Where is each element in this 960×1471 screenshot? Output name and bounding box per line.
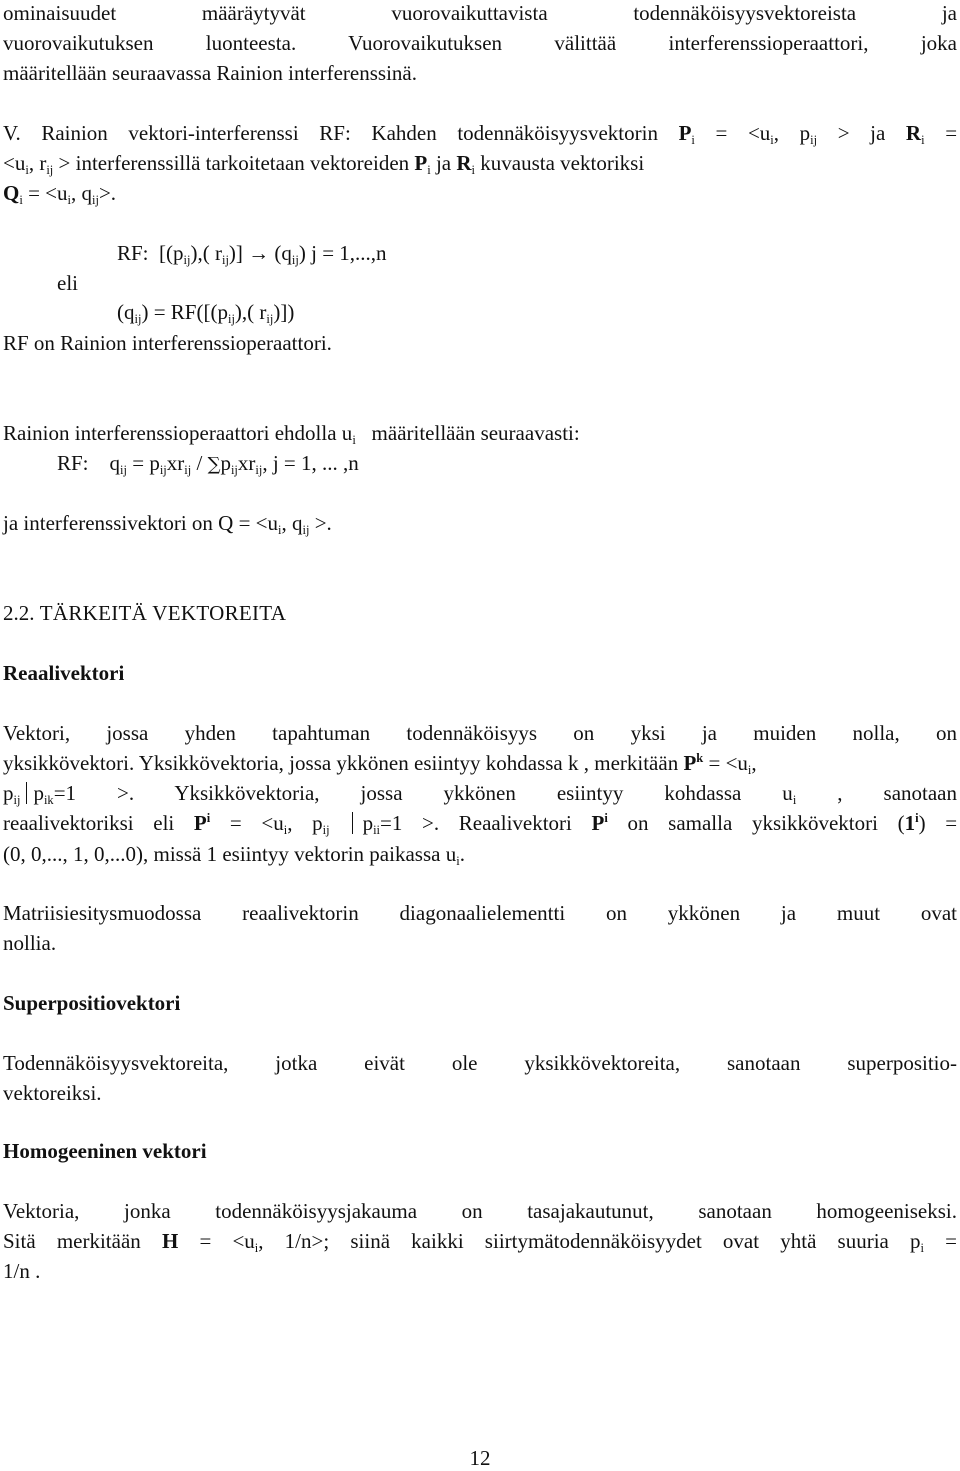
paragraph-line: Rainion interferenssioperaattori ehdolla $u_i$ määritellään seuraavasti: [3,421,580,447]
paragraph-line: Vektori, jossa yhden tapahtuman todennäköisyys on yksi ja muiden nolla, on [3,721,957,745]
paragraph-line: ja interferenssivektori on $Q = <u_i$, $q_{ij}$ >. [3,511,332,537]
vertical-bar [26,782,27,804]
paragraph-line: Todennäköisyysvektoreita, jotka eivät ole yksikkövektoreita, sanotaan superpositio- [3,1051,957,1075]
formula-rf-mapping: RF: [$(p_{ij})$,( $r_{ij})] \to (q_{ij})$ j = 1,...,n [117,241,387,267]
paragraph-line: nollia. [3,931,57,955]
paragraph-line: määritellään seuraavassa Rainion interferenssinä. [3,61,417,85]
paragraph-line: RF on Rainion interferenssioperaattori. [3,331,332,355]
vertical-bar [352,812,353,834]
eli-label: eli [57,271,78,295]
paragraph-line: vektoreiksi. [3,1081,102,1105]
subheading-homogeeninen-vektori: Homogeeninen vektori [3,1139,207,1163]
paragraph-line: ominaisuudet määräytyvät vuorovaikuttavista todennäköisyysvektoreista ja [3,1,957,25]
formula-rf-definition: RF: $q_{ij} = p_{ij}xr_{ij} / \sum p_{ij}xr_{ij}$, j = 1, ... ,n [57,451,359,477]
paragraph-line: vuorovaikutuksen luonteesta. Vuorovaikutuksen välittää interferenssioperaattori, joka [3,31,957,55]
paragraph-line: Matriisiesitysmuodossa reaalivektorin diagonaalielementti on ykkönen ja muut ovat [3,901,957,925]
page-number: 12 [469,1446,491,1470]
paragraph-line: 1/n . [3,1259,41,1283]
paragraph-line: $p_{ij}$ $p_{ik}=1$ >. Yksikkövektoria, jossa ykkönen esiintyy kohdassa $u_i$ , sanotaan [3,781,958,807]
paragraph-line: reaalivektoriksi eli $P^i = <u_i$, $p_{ij}$ $p_{ii}=1$ >. Reaalivektori $P^i$ on samalla yksikkövektori $(1^i)$ = [3,811,958,837]
paragraph-line: (0, 0,..., 1, 0,...0), missä 1 esiintyy vektorin paikassa $u_i$. [3,842,465,868]
definition-line: V. Rainion vektori-interferenssi RF: Kahden todennäköisyysvektorin $P_i = <u_i$, $p_{ij}$ > ja $R_i$ = [3,121,958,147]
section-heading: 2.2. TÄRKEITÄ VEKTOREITA [3,601,287,625]
definition-line: $<u_i$, $r_{ij}$ > interferenssillä tarkoitetaan vektoreiden $P_i$ ja $R_i$ kuvausta vektoriksi [3,151,645,177]
definition-line: $Q_i = <u_i$, $q_{ij}>$. [3,181,117,207]
paragraph-line: Sitä merkitään $H = <u_i$, 1/n>; siinä kaikki siirtymätodennäköisyydet ovat yhtä suuria $p_i$ = [3,1229,958,1255]
subheading-reaalivektori: Reaalivektori [3,661,125,685]
paragraph-line: Vektoria, jonka todennäköisyysjakauma on tasajakautunut, sanotaan homogeeniseksi. [3,1199,957,1223]
subheading-superpositiovektori: Superpositiovektori [3,991,181,1015]
formula-rf-function: $(q_{ij}) = RF([(p_{ij})$,( $r_{ij}$)]) [117,300,295,326]
paragraph-line: yksikkövektori. Yksikkövektoria, jossa ykkönen esiintyy kohdassa k , merkitään $P^k = <u_i$, [3,751,757,777]
